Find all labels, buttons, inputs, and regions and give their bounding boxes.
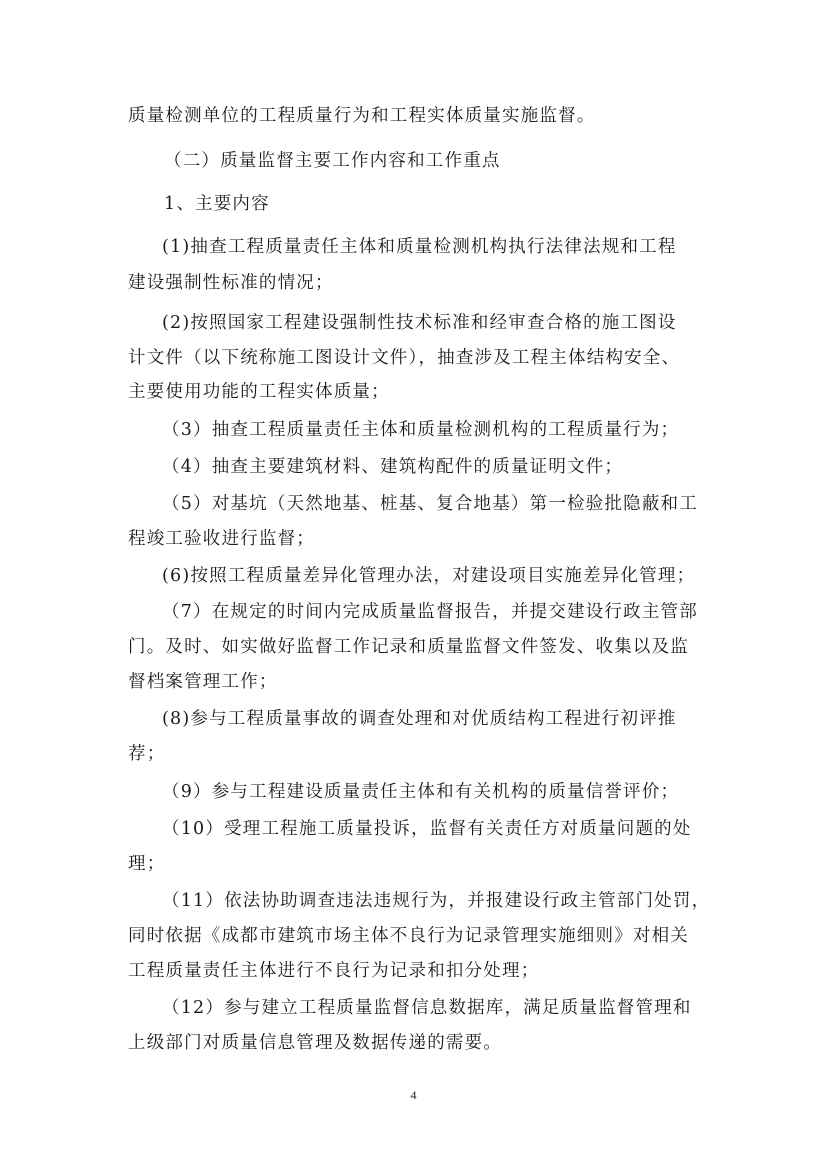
list-item-7-line-3: 督档案管理工作； (128, 672, 278, 692)
section-heading: （二）质量监督主要工作内容和工作重点 (164, 151, 501, 171)
list-item-10-line-2: 理； (128, 854, 166, 874)
list-item-2-line-2: 计文件（以下统称施工图设计文件），抽查涉及工程主体结构安全、 (128, 348, 681, 368)
text-line: 质量检测单位的工程质量行为和工程实体质量实施监督。 (128, 106, 596, 126)
page-number: 4 (410, 1088, 417, 1102)
list-item-8-line-2: 荐； (128, 744, 166, 764)
list-item-1-line-2: 建设强制性标准的情况； (128, 273, 334, 293)
list-item-10-line-1: （10）受理工程施工质量投诉，监督有关责任方对质量问题的处 (162, 819, 692, 839)
list-item-8-line-1: (8)参与工程质量事故的调查处理和对优质结构工程进行初评推 (162, 709, 677, 729)
list-item-7-line-2: 门。及时、如实做好监督工作记录和质量监督文件签发、收集以及监 (128, 637, 689, 657)
subsection-heading: 1、主要内容 (164, 194, 270, 214)
list-item-12-line-2: 上级部门对质量信息管理及数据传递的需要。 (128, 1033, 502, 1053)
list-item-4: （4）抽查主要建筑材料、建筑构配件的质量证明文件； (162, 457, 624, 477)
list-item-11-line-3: 工程质量责任主体进行不良行为记录和扣分处理； (128, 961, 540, 981)
list-item-7-line-1: （7）在规定的时间内完成质量监督报告，并提交建设行政主管部 (162, 602, 698, 622)
list-item-3: （3）抽查工程质量责任主体和质量检测机构的工程质量行为； (162, 420, 680, 440)
list-item-11-line-2: 同时依据《成都市建筑市场主体不良行为记录管理实施细则》对相关 (128, 926, 689, 946)
list-item-6: (6)按照工程质量差异化管理办法，对建设项目实施差异化管理； (162, 566, 696, 586)
list-item-2-line-1: (2)按照国家工程建设强制性技术标准和经审查合格的施工图设 (162, 313, 677, 333)
list-item-12-line-1: （12）参与建立工程质量监督信息数据库，满足质量监督管理和 (162, 998, 692, 1018)
list-item-11-line-1: （11）依法协助调查违法违规行为，并报建设行政主管部门处罚， (162, 891, 711, 911)
list-item-1-line-1: (1)抽查工程质量责任主体和质量检测机构执行法律法规和工程 (162, 237, 677, 257)
list-item-5-line-1: （5）对基坑（天然地基、桩基、复合地基）第一检验批隐蔽和工 (162, 494, 698, 514)
list-item-9: （9）参与工程建设质量责任主体和有关机构的质量信誉评价； (162, 782, 680, 802)
list-item-2-line-3: 主要使用功能的工程实体质量； (128, 382, 390, 402)
list-item-5-line-2: 程竣工验收进行监督； (128, 529, 315, 549)
